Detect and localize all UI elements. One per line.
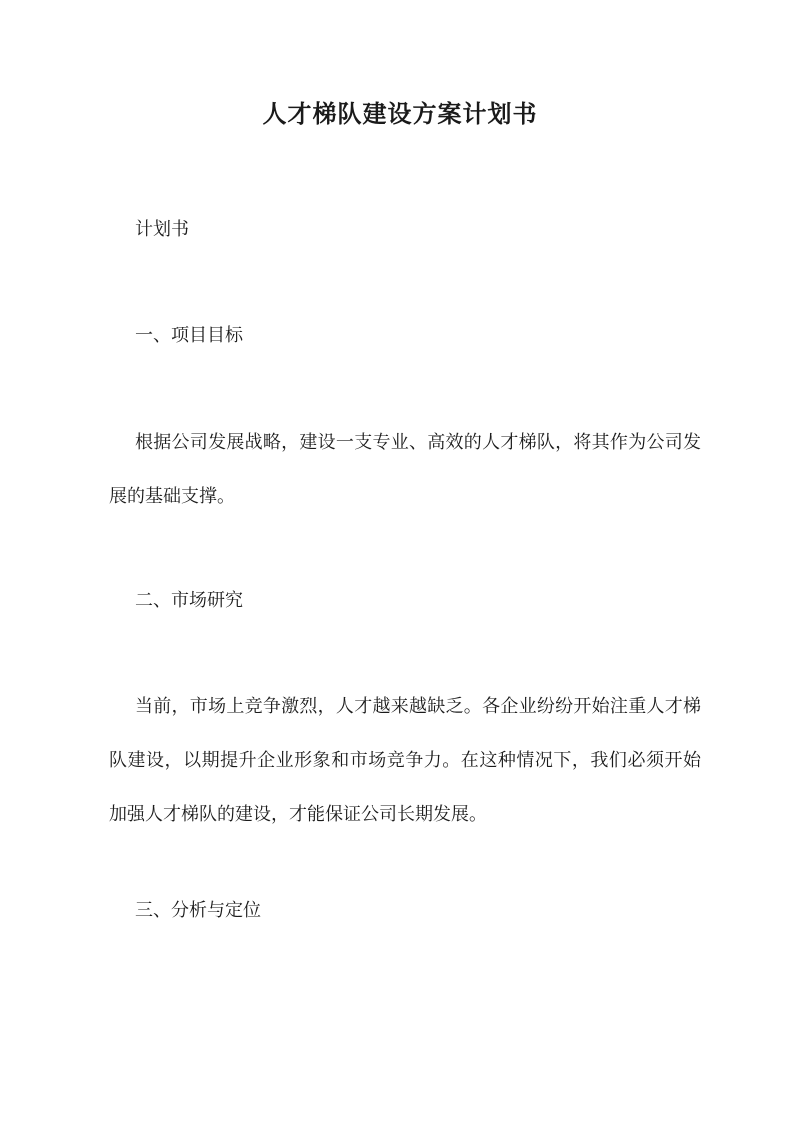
document-subtitle: 计划书 (135, 219, 189, 240)
section-body-market: 当前，市场上竞争激烈，人才越来越缺乏。各企业纷纷开始注重人才梯队建设，以期提升企业形象和市场竞争力。在这种情况下，我们必须开始加强人才梯队的建设，才能保证公司长期发展。 (109, 696, 701, 825)
section-heading-market: 二、市场研究 (135, 590, 243, 611)
section-body-goals: 根据公司发展战略，建设一支专业、高效的人才梯队，将其作为公司发展的基础支撑。 (109, 432, 701, 507)
section-heading-analysis: 三、分析与定位 (135, 900, 261, 921)
document-title: 人才梯队建设方案计划书 (262, 99, 538, 128)
section-heading-goals: 一、项目目标 (135, 325, 243, 346)
